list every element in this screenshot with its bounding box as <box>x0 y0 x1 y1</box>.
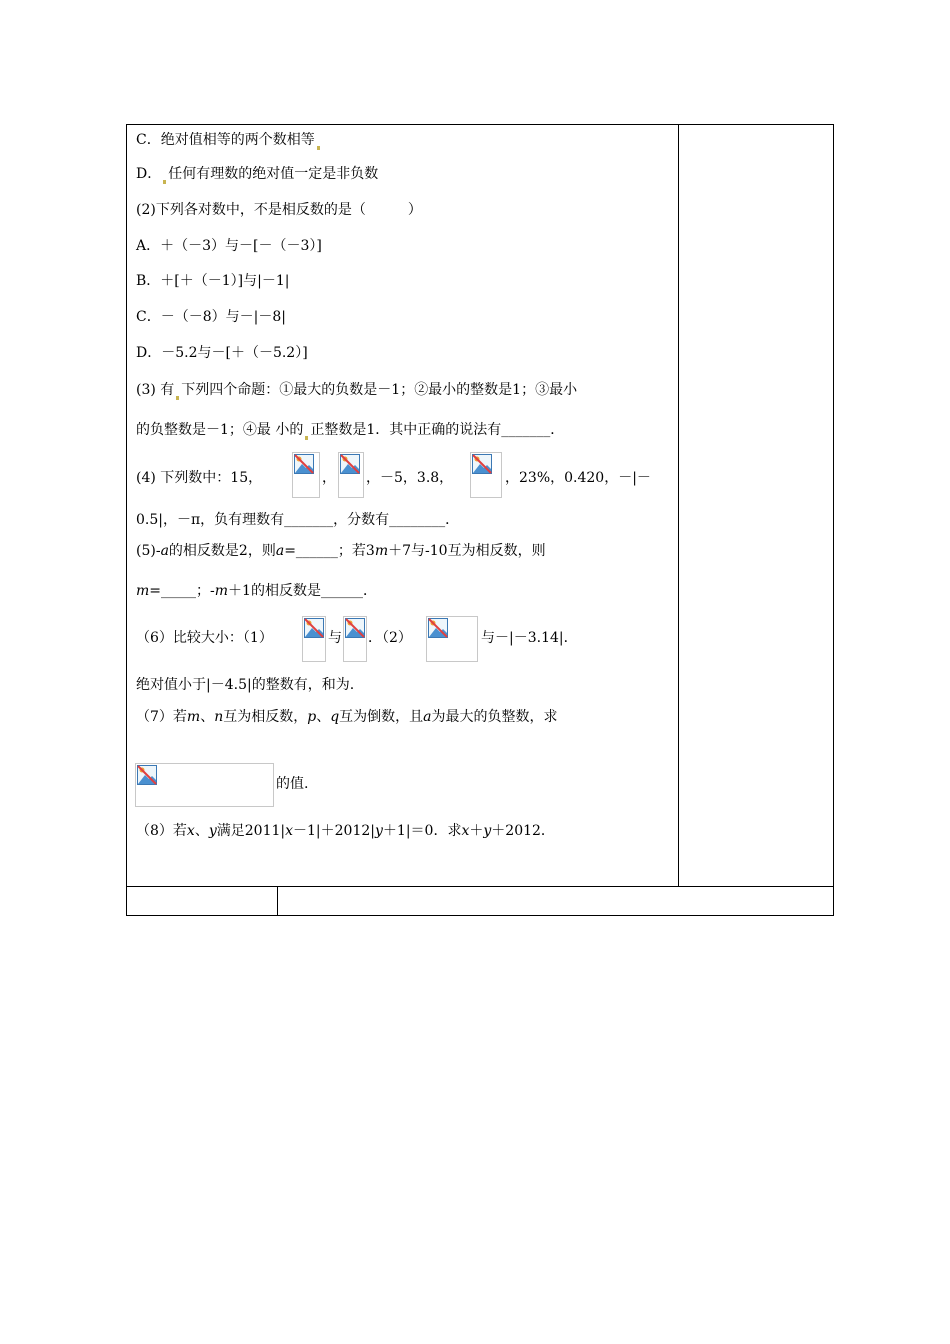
question-4-text-a: (4) 下列数中：15， <box>136 470 263 486</box>
question-4-cont: 0.5|，－π，负有理数有_______，分数有________． <box>136 512 460 528</box>
q2-option-c: C．－（－8）与－|－8| <box>136 309 286 325</box>
question-7-value: 的值. <box>276 776 309 792</box>
broken-image-icon <box>135 763 274 807</box>
broken-image-icon <box>302 616 326 662</box>
broken-image-icon <box>292 452 320 498</box>
option-c: C．绝对值相等的两个数相等 <box>136 130 322 150</box>
table-divider-bottom <box>126 886 834 887</box>
q2-option-d: D．－5.2与－[＋（－5.2）] <box>136 345 308 361</box>
mark <box>176 396 179 400</box>
question-5: (5)-a的相反数是2，则a=______；若3m＋7与-10互为相反数，则 <box>136 543 546 559</box>
question-2: (2)下列各对数中，不是相反数的是（ ） <box>136 202 422 218</box>
broken-image-icon <box>470 452 502 498</box>
question-6-text-d: 与－|－3.14|． <box>481 630 578 646</box>
question-8: （8）若x、y满足2011|x－1|＋2012|y＋1|＝0．求x＋y＋2012． <box>136 823 555 839</box>
question-4-text-b: ，－5，3.8， <box>366 470 454 486</box>
question-7: （7）若m、n互为相反数，p、q互为倒数，且a为最大的负整数，求 <box>136 709 558 725</box>
table-divider-footer <box>277 886 278 916</box>
question-5-cont: m=_____；-m＋1的相反数是______． <box>136 583 377 599</box>
question-6-text-c: ．（2） <box>368 630 412 646</box>
option-d: D． 任何有理数的绝对值一定是非负数 <box>136 166 379 182</box>
q2-option-b: B．＋[＋（－1）]与|－1| <box>136 273 290 289</box>
absolute-value-line: 绝对值小于|－4.5|的整数有，和为. <box>136 677 355 693</box>
question-6-text-b: 与 <box>328 630 342 646</box>
table-divider-right <box>678 124 679 886</box>
question-3-cont: 的负整数是－1；④最 小的 正整数是1．其中正确的说法有_______． <box>136 422 565 438</box>
broken-image-icon <box>343 616 367 662</box>
broken-image-icon <box>426 616 478 662</box>
question-6-text-a: （6）比较大小：（1） <box>136 630 273 646</box>
question-4-sep: ， <box>322 470 336 486</box>
question-3: (3) 有 下列四个命题：①最大的负数是－1；②最小的整数是1；③最小 <box>136 382 578 398</box>
question-4-text-c: ，23%，0.420，－|－ <box>505 470 651 486</box>
broken-image-icon <box>338 452 364 498</box>
mark <box>305 436 308 440</box>
mark <box>317 146 320 150</box>
mark <box>163 180 166 184</box>
q2-option-a: A．＋（－3）与－[－（－3）] <box>136 238 322 254</box>
